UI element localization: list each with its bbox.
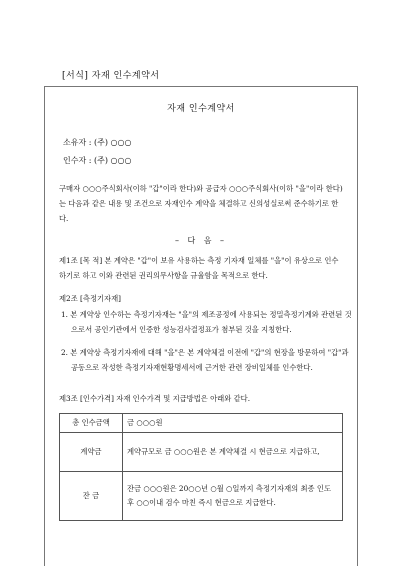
payment-table — [59, 413, 343, 521]
article-2-item-1: 1. 본 계약상 인수하는 측정기자재는 "을"의 제조공정에 사용되는 정밀측정기계와 관련된 것으로서 공인기관에서 인증한 성능검사결정표가 첨부된 것을 지칭한다. — [61, 310, 352, 334]
form-label: [서식] 자재 인수계약서 — [62, 71, 160, 81]
table-cell-label: 잔 금 — [60, 472, 123, 521]
table-row — [60, 433, 343, 472]
article-1: 제1조 [목 적] 본 계약은 "갑"이 보유 사용하는 측정 기자재 일체를 "을"이 유상으로 인수하기로 하고 이와 관련된 권리의무사항을 규율함을 목적으로 한다. — [59, 256, 339, 280]
document-title: 자재 인수계약서 — [167, 104, 235, 114]
contract-document — [44, 86, 358, 566]
table-row — [60, 414, 343, 433]
owner-line: 소유자 : (주) ○○○ — [63, 138, 132, 147]
acquirer-line: 인수자 : (주) ○○○ — [63, 156, 132, 165]
table-cell-label: 계약금 — [60, 433, 123, 472]
table-cell-value: 금 ○○○원 — [123, 414, 343, 433]
article-3-heading: 제3조 [인수가격] 자재 인수가격 및 지급방법은 아래와 같다. — [59, 394, 251, 403]
intro-paragraph: 구매자 ○○○주식회사(이하 "갑"이라 한다)와 공급자 ○○○주식회사(이하 "을"이라 한다)는 다음과 같은 내용 및 조건으로 자재인수 계약을 체결하고 신의성실로써 준수하기로 한다. — [59, 184, 343, 223]
table-cell-value: 계약규모로 금 ○○○원은 본 계약체결 시 현금으로 지급하고, — [123, 433, 343, 472]
table-row — [60, 472, 343, 521]
article-2-heading: 제2조 [측정기자재] — [59, 294, 121, 303]
article-2-item-2: 2. 본 계약상 측정기자재에 대해 "을"은 본 계약체결 이전에 "갑"의 현장을 방문하여 "갑"과 공동으로 작성한 측정기자재현황명세서에 근거한 관련 장비일체를 인수한다. — [61, 348, 349, 372]
table-cell-label: 총 인수금액 — [60, 414, 123, 433]
table-cell-value: 잔금 ○○○원은 20○○년 ○월 ○일까지 측정기자재의 최종 인도 후 ○○이내 검수 마친 즉시 현금으로 지급한다. — [123, 472, 343, 521]
divider-heading: – 다 음 – — [174, 236, 228, 245]
